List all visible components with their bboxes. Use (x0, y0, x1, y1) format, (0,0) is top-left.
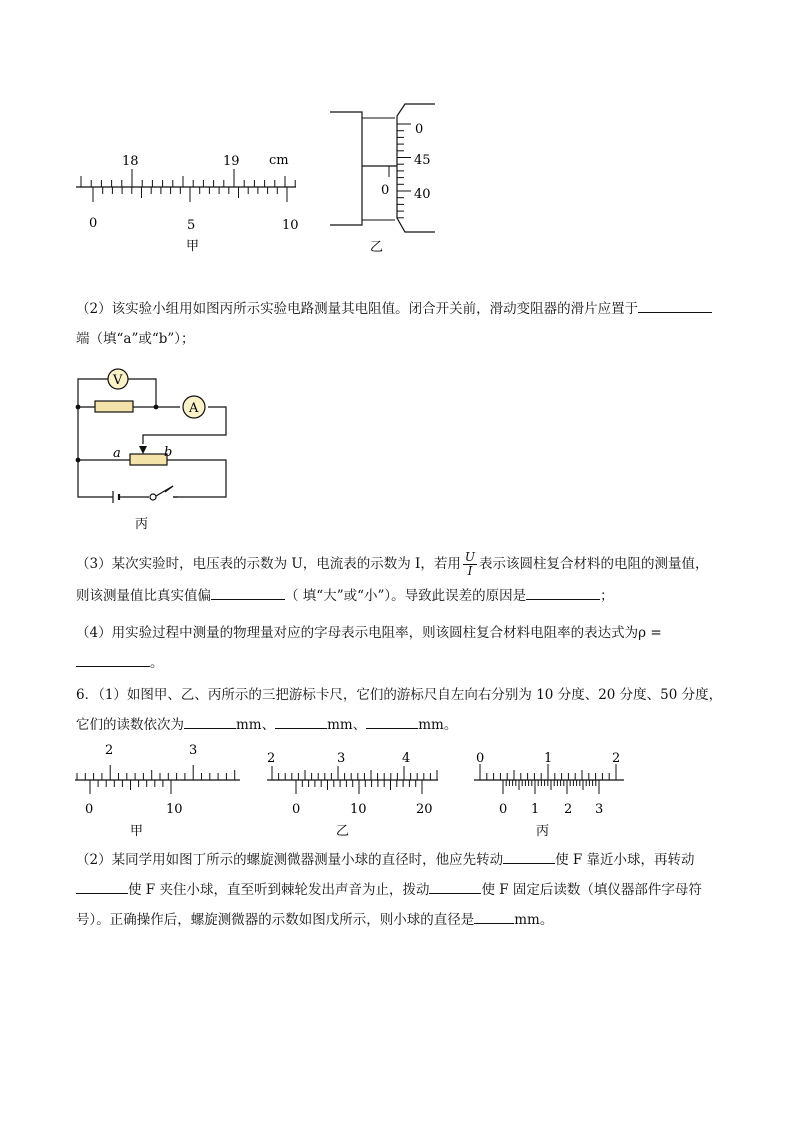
q3-text-4: （ 填“大”或“小”）。导致此误差的原因是 (285, 588, 527, 604)
terminal-b: b (164, 445, 173, 460)
caption-caliper-yi: 乙 (336, 824, 350, 839)
vernier-label-5: 5 (187, 218, 196, 233)
yi-main-4: 4 (402, 751, 411, 766)
caption-yi: 乙 (370, 240, 384, 255)
answer-blank-q2[interactable] (638, 298, 712, 313)
answer-blank-q6b-2[interactable] (76, 879, 128, 894)
question-2 (76, 294, 726, 354)
jia-vern-10: 10 (166, 802, 183, 817)
q3-text-1: （3）某次实验时，电压表的示数为 U，电流表的示数为 I，若用 (76, 556, 461, 572)
fraction-u-over-i: $\frac{U}{I}$ (464, 550, 476, 578)
answer-blank-q4[interactable] (76, 652, 150, 667)
thimble-label-0: 0 (415, 122, 424, 137)
voltmeter-label: V (113, 373, 123, 388)
unit-cm: cm (269, 153, 289, 168)
yi-vern-20: 20 (416, 802, 433, 817)
q6b-text-6: mm。 (514, 912, 554, 928)
q6-text-2: 它们的读数依次为 (76, 717, 184, 733)
answer-blank-q3-2[interactable] (526, 585, 600, 600)
q6b-text-1: （2）某同学用如图丁所示的螺旋测微器测量小球的直径时，他应先转动 (76, 852, 504, 868)
yi-main-2: 2 (267, 751, 276, 766)
jia-vern-0: 0 (85, 802, 94, 817)
answer-blank-q6-2[interactable] (275, 714, 327, 729)
micrometer-yi (325, 100, 445, 258)
caption-caliper-jia: 甲 (130, 824, 144, 839)
q6-text-1: 6．（1）如图甲、乙、丙所示的三把游标卡尺，它们的游标尺自左向右分别为 10 分度、20 分度、50 分度， (76, 687, 723, 703)
caliper-jia-top (70, 145, 310, 255)
caliper-jia (70, 740, 250, 840)
q6b-text-5: 号）。正确操作后，螺旋测微器的示数如图戊所示，则小球的直径是 (76, 912, 475, 928)
q6b-text-4: 使 F 固定后读数（填仪器部件字母符 (481, 882, 702, 898)
caption-bing: 丙 (135, 517, 149, 532)
yi-vern-0: 0 (292, 802, 301, 817)
q3-text-2: 表示该圆柱复合材料的电阻的测量值， (479, 556, 709, 572)
question-6-1 (76, 680, 726, 740)
answer-blank-q6-1[interactable] (184, 714, 236, 729)
bing-main-2: 2 (612, 751, 621, 766)
answer-blank-q6b-4[interactable] (474, 909, 514, 924)
jia-main-2: 2 (105, 743, 114, 758)
q6-unit-2: mm、 (327, 717, 367, 733)
question-4 (76, 618, 726, 678)
main-label-18: 18 (122, 154, 139, 169)
yi-main-3: 3 (337, 751, 346, 766)
question-3 (76, 548, 726, 612)
sleeve-label-0: 0 (381, 183, 390, 198)
bing-vern-1: 1 (531, 802, 540, 817)
thimble-label-40: 40 (414, 187, 431, 202)
bing-vern-0: 0 (499, 802, 508, 817)
q3-text-3: 则该测量值比真实值偏 (76, 588, 211, 604)
q6b-text-3: 使 F 夹住小球，直至听到棘轮发出声音为止，拨动 (128, 882, 430, 898)
q6-unit-3: mm。 (418, 717, 458, 733)
caliper-bing (470, 740, 630, 840)
caption-caliper-bing: 丙 (536, 824, 550, 839)
answer-blank-q6-3[interactable] (366, 714, 418, 729)
q3-text-5: ； (600, 588, 614, 604)
bing-vern-2: 2 (564, 802, 573, 817)
answer-blank-q6b-3[interactable] (429, 879, 481, 894)
q4-text-2: 。 (150, 655, 164, 671)
main-label-19: 19 (223, 154, 240, 169)
q2-text-1: （2）该实验小组用如图丙所示实验电路测量其电阻值。闭合开关前，滑动变阻器的滑片应置于 (76, 301, 639, 317)
q2-text-2: 端（填“a”或“b”）； (76, 331, 195, 347)
vernier-label-10: 10 (282, 218, 299, 233)
q6-unit-1: mm、 (236, 717, 276, 733)
caption-jia: 甲 (186, 239, 200, 254)
q4-text-1: （4）用实验过程中测量的物理量对应的字母表示电阻率，则该圆柱复合材料电阻率的表达式为ρ = (76, 625, 662, 641)
answer-blank-q6b-1[interactable] (503, 849, 555, 864)
question-6-2 (76, 845, 726, 935)
vernier-label-0: 0 (89, 216, 98, 231)
caliper-yi (262, 740, 447, 840)
thimble-label-45: 45 (414, 153, 431, 168)
circuit-diagram-bing (70, 362, 240, 537)
jia-main-3: 3 (189, 743, 198, 758)
ammeter-label: A (189, 401, 199, 416)
yi-vern-10: 10 (350, 802, 367, 817)
answer-blank-q3-1[interactable] (211, 585, 285, 600)
bing-vern-3: 3 (595, 802, 604, 817)
bing-main-0: 0 (476, 751, 485, 766)
terminal-a: a (113, 446, 121, 461)
bing-main-1: 1 (544, 751, 553, 766)
q6b-text-2: 使 F 靠近小球，再转动 (555, 852, 695, 868)
